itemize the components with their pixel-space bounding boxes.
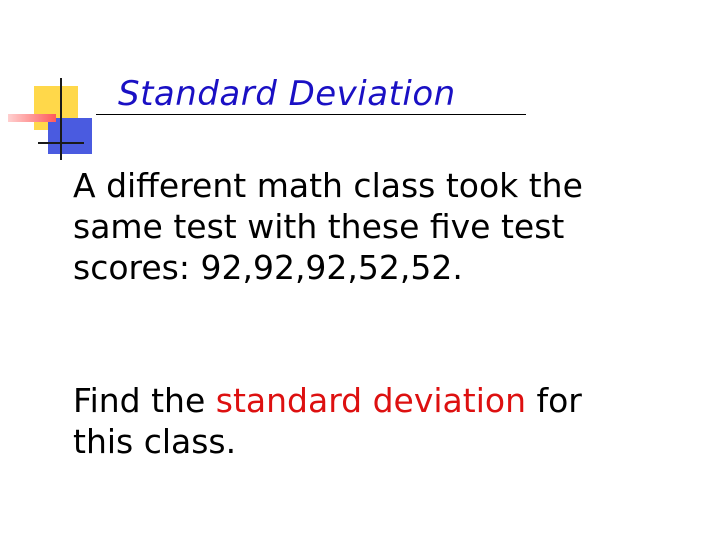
slide-title: Standard Deviation [118, 74, 456, 114]
question-text [73, 380, 703, 462]
decorative-emblem [0, 0, 100, 170]
pink-bar-shape [8, 114, 56, 122]
problem-line: A different math class took the [73, 166, 583, 205]
horizontal-line-shape [38, 142, 84, 144]
question-prefix: Find the [73, 381, 216, 420]
blue-square-shape [48, 118, 92, 154]
problem-line: same test with these five test [73, 207, 565, 246]
highlighted-term: standard deviation [215, 381, 526, 420]
question-line: this class. [73, 422, 237, 461]
problem-statement [73, 165, 703, 288]
question-line [73, 380, 703, 421]
title-underline [96, 114, 526, 115]
problem-line: scores: 92,92,92,52,52. [73, 248, 463, 287]
vertical-line-shape [60, 78, 62, 160]
question-suffix: for [526, 381, 582, 420]
